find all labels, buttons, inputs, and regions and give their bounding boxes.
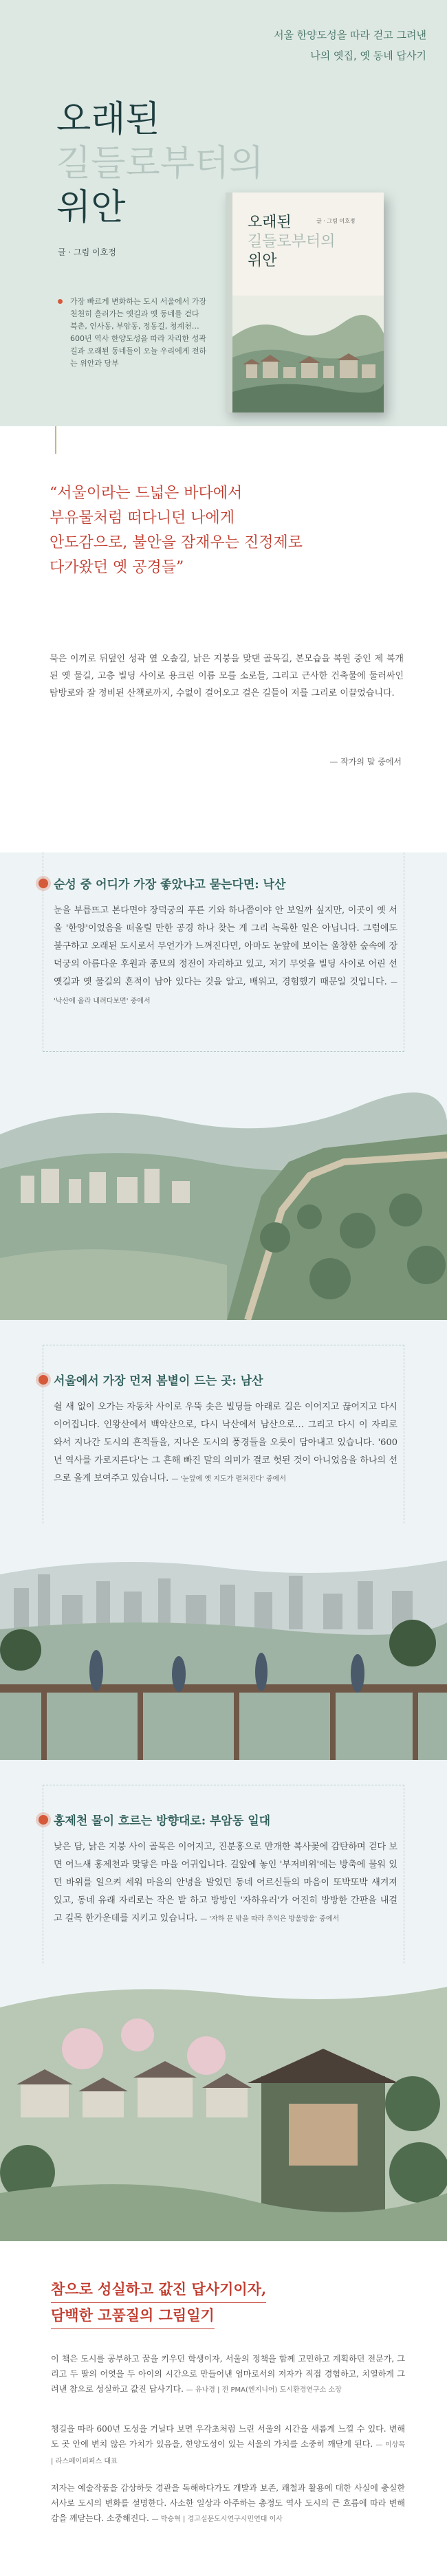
quote-divider bbox=[55, 426, 56, 454]
review-citation: — 유나경 | 전 PMA(엔지니어) 도시환경연구소 소장 bbox=[186, 2386, 342, 2394]
hero-section bbox=[0, 0, 447, 426]
section-naksan bbox=[0, 852, 447, 1320]
section-body bbox=[54, 1838, 397, 1928]
book-title-line3: 위안 bbox=[56, 187, 126, 228]
book-blurb bbox=[70, 296, 208, 370]
pull-quote bbox=[50, 481, 407, 580]
section-citation: — '자하 문 밖을 따라 추억은 방울방울' 중에서 bbox=[200, 1915, 340, 1923]
section-body-text: 쉴 새 없이 오가는 자동차 사이로 우뚝 솟은 빌딩들 아래로 길은 이어지고 끊어지고 다시 이어집니다. 인왕산에서 백악산으로, 다시 낙산에서 남산으로… 그리고 다시 이 자리로 와서 지나간 도시의 흔적들을, 지나온 도시의 풍경들을 오롯이 담아내고 있습니다. '600년 역사를 가로지른다'는 그 흔해 빠진 말의 의미가 결코 헛된 것이 아니었음을 하나의 선으로 올게 보여주고 있습니다. bbox=[54, 1402, 397, 1484]
review-item bbox=[51, 2351, 405, 2398]
reviews-section bbox=[0, 2241, 447, 2576]
reviews-heading-line2: 담백한 고품질의 그림일기 bbox=[51, 2303, 215, 2329]
hero-tagline bbox=[274, 25, 426, 66]
pull-quote-line: 안도감으로, 불안을 잠재우는 진정제로 bbox=[50, 534, 303, 551]
hero-tagline-line2: 나의 옛집, 옛 동네 답사기 bbox=[310, 49, 426, 62]
book-author: 글 · 그림 이호정 bbox=[58, 247, 116, 257]
reviews-heading-line1: 참으로 성실하고 값진 답사기이자, bbox=[51, 2277, 266, 2303]
pull-quote-line: 부유물처럼 떠다니던 나에게 bbox=[50, 509, 235, 527]
section-namsan bbox=[0, 1320, 447, 1760]
section-dot-icon bbox=[39, 879, 48, 888]
section-body-text: 눈을 부릅뜨고 본다면야 장덕궁의 푸른 기와 하나쯤이야 안 보일까 싶지만, 이곳이 옛 서울 '한양'이었음을 떠올릴 만한 공경 하나 찾는 게 그리 녹록한 일은 아닙니다. 그럼에도 불구하고 오래된 도시로서 무언가가 느껴진다면, 아마도 눈앞에 보이는 울창한 숲속에 장덕궁의 아름다운 후원과 종묘의 정전이 자리하고 있고, 저기 무엇을 빌딩 사이로 어린 선 옛길과 옛 물길의 흔적이 남아 있다는 것을 알고, 배워고, 경험했기 때문일 것입니다. bbox=[54, 905, 397, 987]
quote-citation: — 작가의 말 중에서 bbox=[329, 757, 402, 767]
section-heading: 서울에서 가장 먼저 봄볕이 드는 곳: 남산 bbox=[54, 1374, 263, 1388]
review-text: 챙길을 따라 600년 도성을 거닐다 보면 우각초처럼 느린 서울의 시간을 새롭게 느낄 수 있다. 변해도 곳 안에 변치 않은 가치가 있음을, 한양도성이 있는 서울의 가치를 소중히 깨닫게 된다. bbox=[51, 2424, 405, 2449]
review-item bbox=[51, 2421, 405, 2469]
review-text: 이 책은 도시를 공부하고 꿈을 키우던 학생이자, 서울의 정책을 함께 고민하고 계획하던 전문가, 그리고 두 딸의 어엿을 두 아이의 시간으로 만들어낸 엄마로서의 저자가 직접 경험하고, 치열하게 그려낸 참으로 성실하고 값진 답사기다. bbox=[51, 2354, 405, 2394]
section-body-text: 낮은 담, 낡은 지붕 사이 골목은 이어지고, 진분홍으로 만개한 복사꽃에 감탄하며 걷다 보면 어느새 홍제천과 맞닿은 마을 어귀입니다. 길앞에 놓인 '부저비위'에는 방축에 물워 있던 바위를 일으켜 세워 마을의 안녕을 발었던 동네 어르신들의 마음이 또박또박 새겨져 있고, 동네 유래 자리로는 작은 밭 하고 방방인 '자하유러'가 어진히 방방한 간판을 내걸고 길목 한가운데를 지키고 있습니다. bbox=[54, 1842, 397, 1924]
section-heading: 순성 중 어디가 가장 좋았냐고 묻는다면: 낙산 bbox=[54, 878, 286, 892]
book-cover-title-1: 오래된 bbox=[248, 214, 292, 231]
section-buam bbox=[0, 1760, 447, 2241]
section-citation: — '낙산에 올라 내려다보면' 중에서 bbox=[54, 979, 397, 1005]
book-cover-image bbox=[226, 192, 384, 412]
review-text: 저자는 예술작품을 감상하듯 경관을 독해하다가도 개발과 보존, 쾌철과 활용에 대한 사실에 충실한 서사로 도시의 변화를 설명한다. 사소한 일상과 아주하는 총정도 역사 도시의 큰 흐름에 따라 변해감을 깨닫는다. 소중해진다. bbox=[51, 2483, 405, 2523]
section-dot-icon bbox=[39, 1375, 48, 1385]
quote-body: 묵은 이끼로 뒤덮인 성곽 옆 오솔길, 낡은 지붕을 맞댄 골목길, 본모습을 복원 중인 제 복개된 옛 물길, 고층 빌딩 사이로 용크린 이름 모를 소로들, 그리고 근사한 건축물에 둘러싸인 탐방로와 잘 정비된 산책로까지, 수없이 걸어오고 걸은 길들이 저를 그리로 이끌었습니다. bbox=[50, 654, 404, 698]
book-cover-title-2: 길들로부터의 bbox=[248, 233, 336, 250]
section-dot-icon bbox=[39, 1815, 48, 1825]
pull-quote-line: “서울이라는 드넓은 바다에서 bbox=[50, 485, 243, 502]
book-cover-author: 글 · 그림 이호정 bbox=[316, 218, 356, 224]
bullet-dot-icon bbox=[58, 299, 63, 304]
hero-tagline-line1: 서울 한양도성을 따라 걷고 그려낸 bbox=[274, 29, 426, 41]
buam-illustration bbox=[0, 1966, 447, 2241]
review-citation: — 박승혁 | 경고실문도시연구시민연대 이사 bbox=[151, 2516, 283, 2523]
section-body bbox=[54, 1398, 397, 1488]
section-citation: — '눈앞에 옛 지도가 펼쳐진다' 중에서 bbox=[171, 1475, 287, 1483]
naksan-illustration bbox=[0, 1059, 447, 1320]
namsan-illustration bbox=[0, 1526, 447, 1760]
review-citation: — 이상목 | 라스페이퍼퍼스 대표 bbox=[51, 2441, 405, 2465]
section-heading: 홍제천 물이 흐르는 방향대로: 부암동 일대 bbox=[54, 1814, 271, 1828]
section-body bbox=[54, 902, 397, 1011]
book-title-line1: 오래된 bbox=[56, 99, 160, 140]
book-cover-title-3: 위안 bbox=[248, 252, 277, 269]
book-cover-illustration bbox=[232, 296, 384, 412]
book-title-line2: 길들로부터의 bbox=[56, 143, 264, 184]
quote-section bbox=[0, 426, 447, 852]
pull-quote-line: 다가왔던 옛 공경들” bbox=[50, 559, 184, 576]
book-blurb-text: 가장 빠르게 변화하는 도시 서울에서 가장 천천히 흘러가는 옛길과 옛 동네를 걷다 북촌, 인사동, 부암동, 정동길, 청계천… 600년 역사 한양도성을 따라 자리한 성곽길과 오래된 동네들이 오늘 우리에게 전하는 위안과 당부 bbox=[70, 297, 207, 368]
reviews-heading bbox=[51, 2277, 266, 2329]
review-item bbox=[51, 2480, 405, 2527]
